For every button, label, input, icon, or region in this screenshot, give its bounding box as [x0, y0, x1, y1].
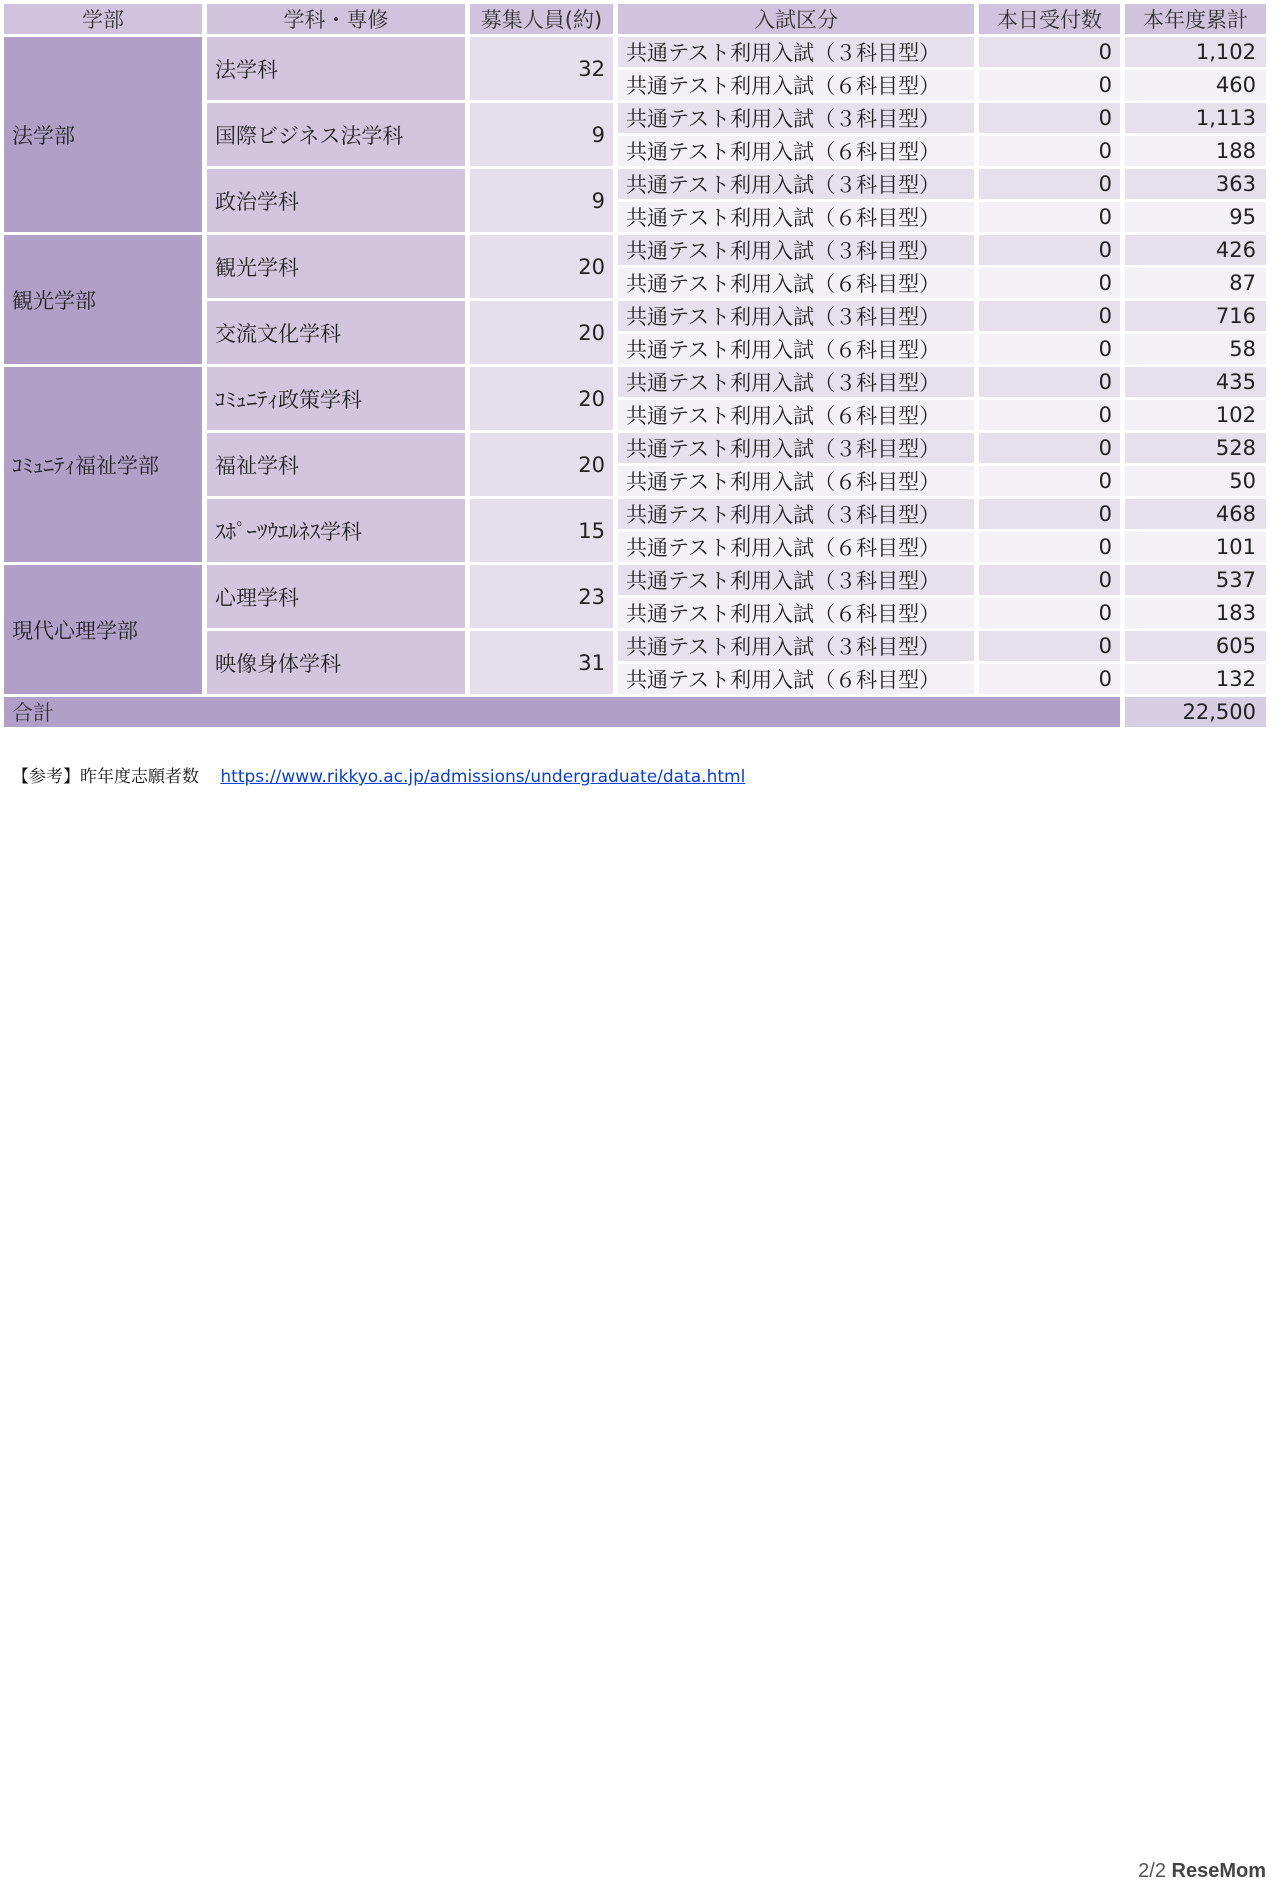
- exam-type: 共通テスト利用入試（３科目型）: [618, 565, 974, 595]
- today-count: 0: [979, 499, 1120, 529]
- total-count: 101: [1125, 532, 1266, 562]
- summary-row: [4, 697, 1266, 727]
- total-count: 1,102: [1125, 37, 1266, 67]
- total-count: 1,113: [1125, 103, 1266, 133]
- total-count: 102: [1125, 400, 1266, 430]
- table-body: [4, 37, 1266, 694]
- today-count: 0: [979, 466, 1120, 496]
- exam-type: 共通テスト利用入試（６科目型）: [618, 400, 974, 430]
- page-number: 2/2: [1138, 1860, 1166, 1882]
- today-count: 0: [979, 334, 1120, 364]
- department-name: 交流文化学科: [207, 301, 465, 364]
- total-count: 363: [1125, 169, 1266, 199]
- total-count: 716: [1125, 301, 1266, 331]
- today-count: 0: [979, 598, 1120, 628]
- exam-type: 共通テスト利用入試（３科目型）: [618, 301, 974, 331]
- reference-label: 【参考】昨年度志願者数: [12, 767, 199, 787]
- today-count: 0: [979, 400, 1120, 430]
- today-count: 0: [979, 664, 1120, 694]
- table-row: [4, 235, 1266, 265]
- today-count: 0: [979, 103, 1120, 133]
- page-footer: [1138, 1860, 1266, 1883]
- today-count: 0: [979, 268, 1120, 298]
- department-name: 政治学科: [207, 169, 465, 232]
- quota-value: 9: [470, 103, 613, 166]
- total-count: 605: [1125, 631, 1266, 661]
- quota-value: 20: [470, 367, 613, 430]
- total-count: 95: [1125, 202, 1266, 232]
- department-name: ｺﾐｭﾆﾃｨ政策学科: [207, 367, 465, 430]
- today-count: 0: [979, 532, 1120, 562]
- reference-note: [12, 762, 745, 787]
- department-name: 法学科: [207, 37, 465, 100]
- faculty-name: 法学部: [4, 37, 202, 232]
- quota-value: 20: [470, 301, 613, 364]
- quota-value: 20: [470, 235, 613, 298]
- total-count: 460: [1125, 70, 1266, 100]
- total-count: 537: [1125, 565, 1266, 595]
- exam-type: 共通テスト利用入試（３科目型）: [618, 235, 974, 265]
- quota-value: 23: [470, 565, 613, 628]
- department-name: 心理学科: [207, 565, 465, 628]
- today-count: 0: [979, 169, 1120, 199]
- today-count: 0: [979, 37, 1120, 67]
- quota-value: 20: [470, 433, 613, 496]
- exam-type: 共通テスト利用入試（６科目型）: [618, 664, 974, 694]
- reference-link[interactable]: https://www.rikkyo.ac.jp/admissions/undergraduate/data.html: [220, 767, 746, 787]
- total-count: 50: [1125, 466, 1266, 496]
- exam-type: 共通テスト利用入試（６科目型）: [618, 532, 974, 562]
- header-department: 学科・専修: [207, 4, 465, 34]
- total-count: 183: [1125, 598, 1266, 628]
- faculty-name: 現代心理学部: [4, 565, 202, 694]
- quota-value: 15: [470, 499, 613, 562]
- today-count: 0: [979, 70, 1120, 100]
- exam-type: 共通テスト利用入試（３科目型）: [618, 433, 974, 463]
- exam-type: 共通テスト利用入試（３科目型）: [618, 169, 974, 199]
- total-count: 188: [1125, 136, 1266, 166]
- today-count: 0: [979, 565, 1120, 595]
- total-count: 132: [1125, 664, 1266, 694]
- quota-value: 9: [470, 169, 613, 232]
- total-count: 58: [1125, 334, 1266, 364]
- table-row: [4, 367, 1266, 397]
- today-count: 0: [979, 631, 1120, 661]
- header-today: 本日受付数: [979, 4, 1120, 34]
- today-count: 0: [979, 433, 1120, 463]
- today-count: 0: [979, 367, 1120, 397]
- total-count: 468: [1125, 499, 1266, 529]
- header-exam-type: 入試区分: [618, 4, 974, 34]
- quota-value: 31: [470, 631, 613, 694]
- header-faculty: 学部: [4, 4, 202, 34]
- exam-type: 共通テスト利用入試（３科目型）: [618, 103, 974, 133]
- exam-type: 共通テスト利用入試（６科目型）: [618, 202, 974, 232]
- total-count: 426: [1125, 235, 1266, 265]
- exam-type: 共通テスト利用入試（３科目型）: [618, 631, 974, 661]
- table-row: [4, 565, 1266, 595]
- faculty-name: 観光学部: [4, 235, 202, 364]
- summary-label: 合計: [4, 697, 1120, 727]
- total-count: 87: [1125, 268, 1266, 298]
- exam-type: 共通テスト利用入試（６科目型）: [618, 136, 974, 166]
- total-count: 435: [1125, 367, 1266, 397]
- faculty-name: ｺﾐｭﾆﾃｨ福祉学部: [4, 367, 202, 562]
- department-name: 国際ビジネス法学科: [207, 103, 465, 166]
- exam-type: 共通テスト利用入試（３科目型）: [618, 499, 974, 529]
- exam-type: 共通テスト利用入試（６科目型）: [618, 268, 974, 298]
- exam-type: 共通テスト利用入試（６科目型）: [618, 70, 974, 100]
- table-row: [4, 37, 1266, 67]
- exam-type: 共通テスト利用入試（６科目型）: [618, 334, 974, 364]
- watermark-logo: ReseMom: [1171, 1860, 1266, 1882]
- applicant-count-table: [0, 1, 1271, 730]
- today-count: 0: [979, 202, 1120, 232]
- today-count: 0: [979, 136, 1120, 166]
- summary-total: 22,500: [1125, 697, 1266, 727]
- today-count: 0: [979, 301, 1120, 331]
- exam-type: 共通テスト利用入試（６科目型）: [618, 466, 974, 496]
- header-total: 本年度累計: [1125, 4, 1266, 34]
- total-count: 528: [1125, 433, 1266, 463]
- department-name: ｽﾎﾟｰﾂｳｴﾙﾈｽ学科: [207, 499, 465, 562]
- today-count: 0: [979, 235, 1120, 265]
- header-quota: 募集人員(約): [470, 4, 613, 34]
- department-name: 映像身体学科: [207, 631, 465, 694]
- department-name: 観光学科: [207, 235, 465, 298]
- exam-type: 共通テスト利用入試（３科目型）: [618, 367, 974, 397]
- table-header-row: [4, 4, 1266, 34]
- exam-type: 共通テスト利用入試（３科目型）: [618, 37, 974, 67]
- department-name: 福祉学科: [207, 433, 465, 496]
- exam-type: 共通テスト利用入試（６科目型）: [618, 598, 974, 628]
- quota-value: 32: [470, 37, 613, 100]
